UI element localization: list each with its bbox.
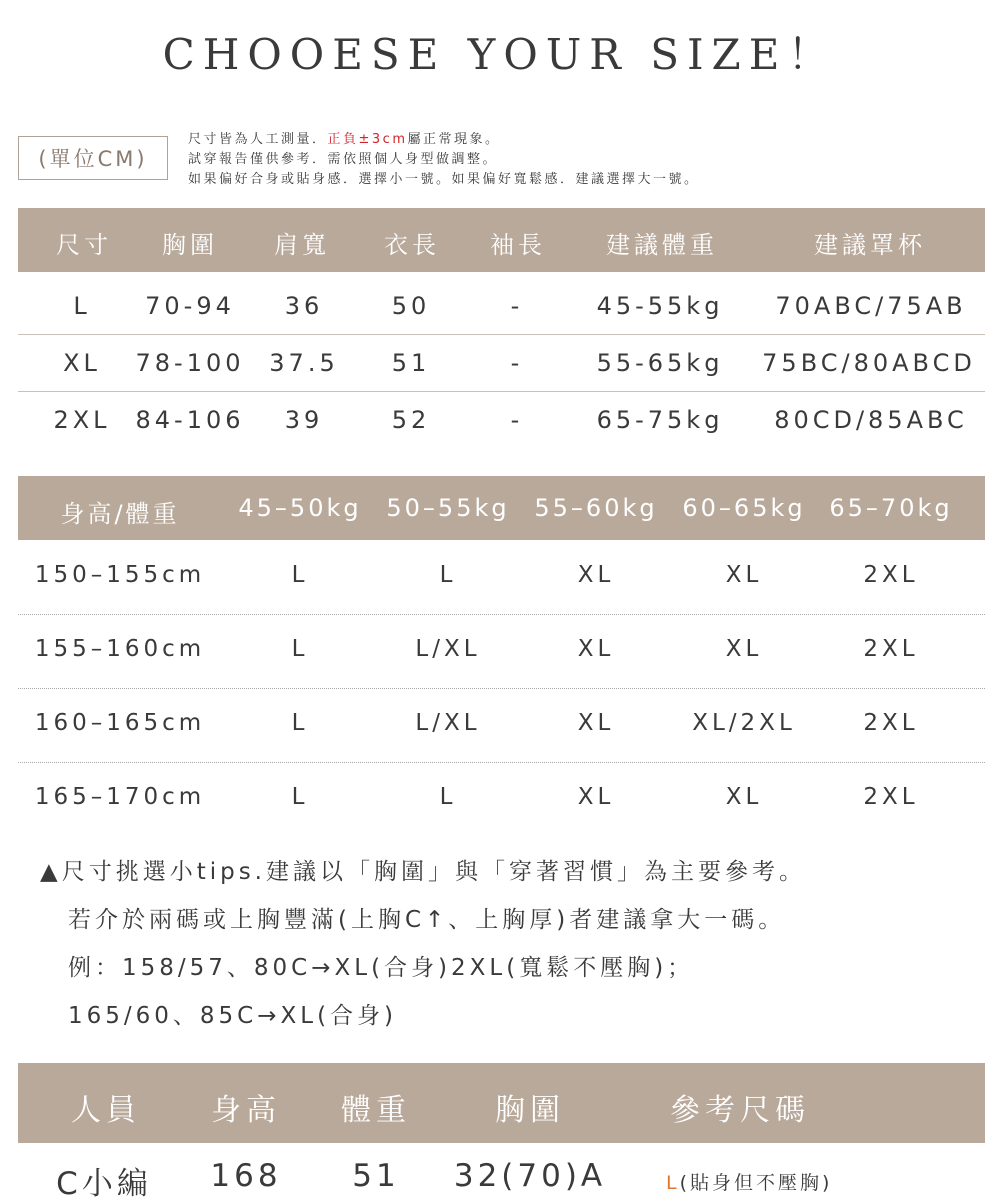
measurement-notes xyxy=(188,130,700,190)
cell-bust: 78-100 xyxy=(135,349,245,377)
cell-person: C小編 xyxy=(56,1166,152,1202)
header-length: 衣長 xyxy=(384,231,440,259)
cell-size: L xyxy=(73,292,91,320)
header-weight-band-3: 55–60kg xyxy=(534,494,658,522)
size-tips xyxy=(40,848,806,1040)
cell-size: L xyxy=(291,710,309,736)
note-line-1-post: 屬正常現象。 xyxy=(407,132,501,147)
cell-size: L xyxy=(291,784,309,810)
cell-size: L xyxy=(439,562,457,588)
header-size: 尺寸 xyxy=(56,231,112,259)
cell-length: 52 xyxy=(391,406,431,434)
cell-size: XL xyxy=(63,349,101,377)
cell-cup: 70ABC/75AB xyxy=(775,292,967,320)
cell-height: 168 xyxy=(210,1158,282,1194)
header-weight: 體重 xyxy=(341,1093,411,1128)
table-row xyxy=(18,335,985,392)
ref-size-value: L xyxy=(666,1172,680,1194)
page-title: CHOOESE YOUR SIZE！ xyxy=(162,30,838,79)
cell-height: 155–160cm xyxy=(34,636,206,662)
cell-weight: 55-65kg xyxy=(596,349,724,377)
header-height-weight: 身高/體重 xyxy=(60,500,180,528)
cell-length: 50 xyxy=(391,292,431,320)
cell-size: 2XL xyxy=(53,406,111,434)
cell-height: 165–170cm xyxy=(34,784,206,810)
cell-size: XL xyxy=(577,710,615,736)
header-shoulder: 肩寬 xyxy=(274,231,330,259)
fit-table-header xyxy=(18,1063,985,1143)
header-bust: 胸圍 xyxy=(162,231,218,259)
cell-size: 2XL xyxy=(863,710,919,736)
cell-size: XL xyxy=(577,636,615,662)
header-bust: 胸圍 xyxy=(495,1093,565,1128)
cell-height: 150–155cm xyxy=(34,562,206,588)
cell-size: 2XL xyxy=(863,562,919,588)
tips-line-4: 165/60、85C→XL(合身) xyxy=(68,1003,398,1029)
cell-size: XL xyxy=(577,784,615,810)
header-weight-band-4: 60–65kg xyxy=(682,494,806,522)
ref-size-note: (貼身但不壓胸) xyxy=(679,1172,833,1194)
cell-weight: 45-55kg xyxy=(596,292,724,320)
cell-size: L xyxy=(291,636,309,662)
table-row xyxy=(18,614,985,689)
header-cup: 建議罩杯 xyxy=(814,231,926,259)
cell-height: 160–165cm xyxy=(34,710,206,736)
table-row xyxy=(18,278,985,335)
unit-label: (單位CM) xyxy=(18,136,168,180)
hw-table-header xyxy=(18,476,985,540)
cell-shoulder: 37.5 xyxy=(269,349,339,377)
cell-size: XL xyxy=(725,562,763,588)
cell-size: XL xyxy=(725,784,763,810)
cell-sleeve: - xyxy=(510,292,524,320)
cell-bust: 32(70)A xyxy=(453,1158,607,1194)
cell-shoulder: 39 xyxy=(284,406,324,434)
tips-line-2: 若介於兩碼或上胸豐滿(上胸C↑、上胸厚)者建議拿大一碼。 xyxy=(68,907,786,933)
table-row xyxy=(18,540,985,615)
cell-length: 51 xyxy=(391,349,431,377)
table-row xyxy=(18,688,985,763)
table-row xyxy=(18,1158,985,1200)
cell-size: XL xyxy=(725,636,763,662)
cell-size: 2XL xyxy=(863,636,919,662)
tips-line-3: 例：158/57、80C→XL(合身)2XL(寬鬆不壓胸)； xyxy=(68,955,695,981)
cell-size: L/XL xyxy=(415,636,481,662)
note-line-3: 如果偏好合身或貼身感．選擇小一號。如果偏好寬鬆感．建議選擇大一號。 xyxy=(188,172,700,187)
note-line-2: 試穿報告僅供參考．需依照個人身型做調整。 xyxy=(188,152,499,167)
header-weight-band-2: 50–55kg xyxy=(386,494,510,522)
cell-size: L xyxy=(291,562,309,588)
cell-cup: 75BC/80ABCD xyxy=(762,349,976,377)
table-row xyxy=(18,392,985,448)
tolerance-highlight: 正負±3cm xyxy=(327,132,408,147)
cell-shoulder: 36 xyxy=(284,292,324,320)
table-row xyxy=(18,762,985,836)
cell-size: XL/2XL xyxy=(692,710,796,736)
cell-size: L xyxy=(439,784,457,810)
cell-size: XL xyxy=(577,562,615,588)
cell-weight: 65-75kg xyxy=(596,406,724,434)
header-weight-band-5: 65–70kg xyxy=(829,494,953,522)
note-line-1-pre: 尺寸皆為人工測量． xyxy=(188,132,328,147)
tips-line-1: ▲尺寸挑選小tips.建議以「胸圍」與「穿著習慣」為主要參考。 xyxy=(40,859,806,885)
cell-sleeve: - xyxy=(510,406,524,434)
cell-sleeve: - xyxy=(510,349,524,377)
header-ref-size: 參考尺碼 xyxy=(670,1093,810,1128)
cell-size: 2XL xyxy=(863,784,919,810)
cell-ref-size xyxy=(666,1168,832,1195)
header-sleeve: 袖長 xyxy=(490,231,546,259)
cell-size: L/XL xyxy=(415,710,481,736)
size-table-header xyxy=(18,208,985,272)
cell-cup: 80CD/85ABC xyxy=(774,406,968,434)
cell-bust: 70-94 xyxy=(145,292,235,320)
header-weight: 建議體重 xyxy=(606,231,718,259)
cell-bust: 84-106 xyxy=(135,406,245,434)
cell-weight: 51 xyxy=(352,1158,400,1194)
header-weight-band-1: 45–50kg xyxy=(238,494,362,522)
header-height: 身高 xyxy=(211,1093,281,1128)
header-person: 人員 xyxy=(71,1093,141,1128)
note-line-1 xyxy=(188,130,700,150)
